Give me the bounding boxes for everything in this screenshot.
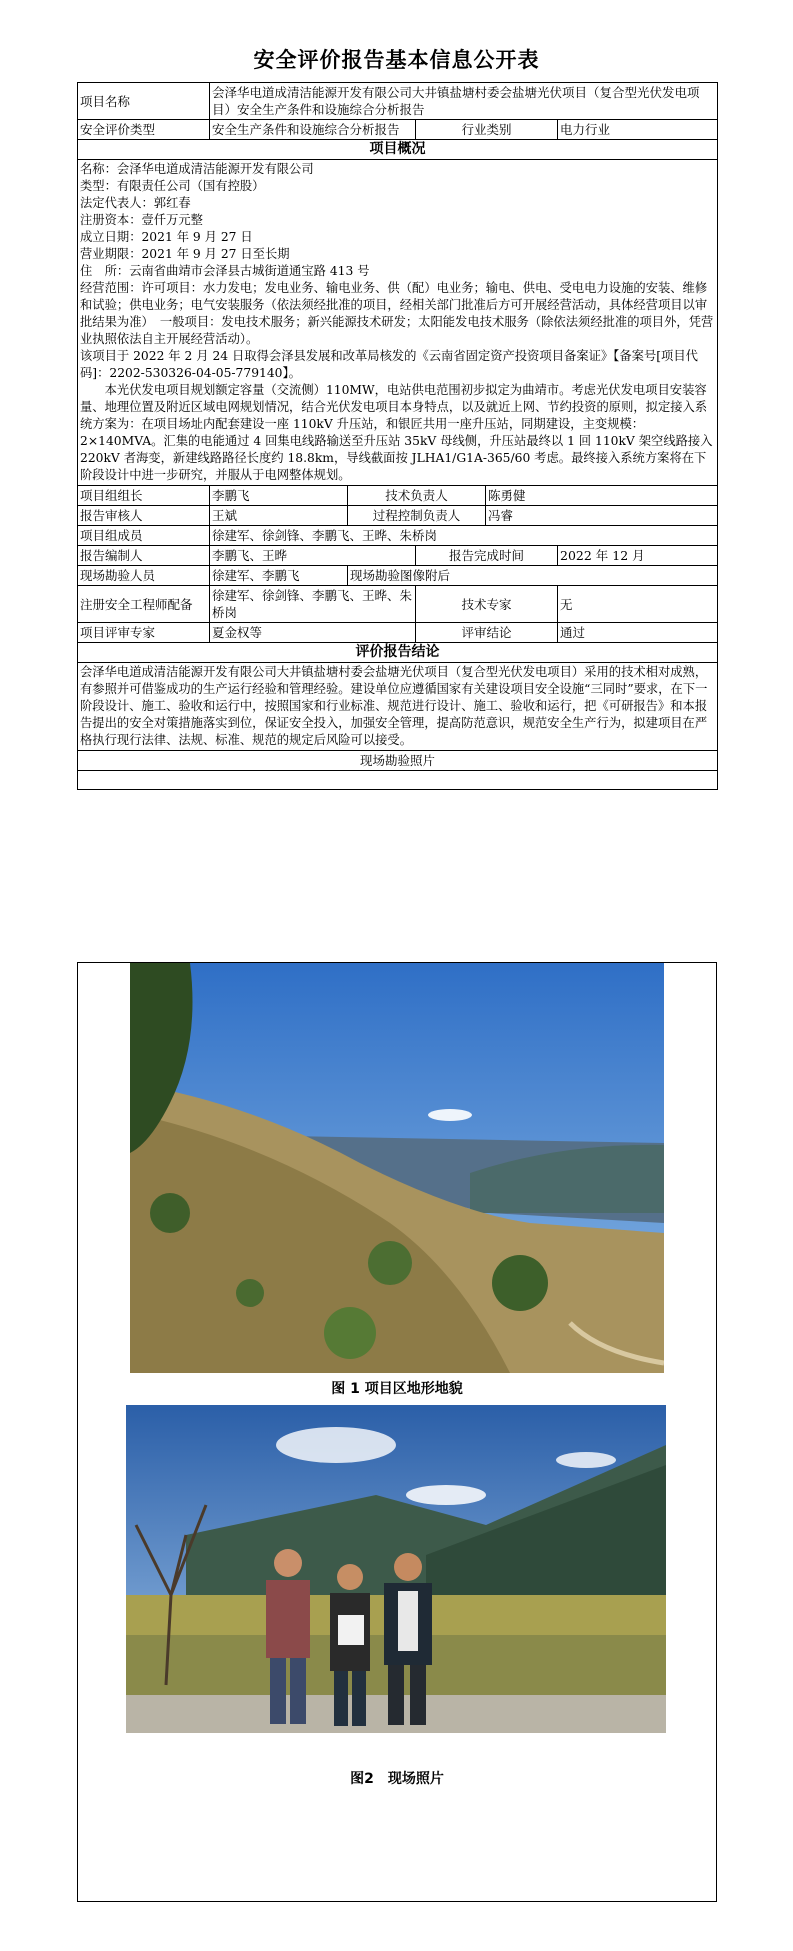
authors-value: 李鹏飞、王晔 <box>210 546 416 566</box>
row-eval-type <box>78 120 718 140</box>
overview-line: 该项目于 2022 年 2 月 24 日取得会泽县发展和改革局核发的《云南省固定资产投资项目备案证》【备案号[项目代码]：2202-530326-04-05-779140】。 <box>80 349 698 380</box>
photo-box <box>77 962 717 1902</box>
industry-value: 电力行业 <box>558 120 718 140</box>
row-blank <box>78 771 718 790</box>
row-overview <box>78 160 718 486</box>
photo1-caption: 图 1 项目区地形地貌 <box>331 1381 463 1397</box>
row-conclusion-header <box>78 643 718 663</box>
process-lead-value: 冯睿 <box>486 506 718 526</box>
overview-line: 成立日期：2021 年 9 月 27 日 <box>80 230 253 244</box>
terrain-photo <box>130 963 664 1373</box>
overview-line: 法定代表人：郭红春 <box>80 196 191 210</box>
overview-line: 住 所：云南省曲靖市会泽县古城街道通宝路 413 号 <box>80 264 370 278</box>
row-reviewer <box>78 506 718 526</box>
process-lead-label: 过程控制负责人 <box>348 506 486 526</box>
row-conclusion <box>78 663 718 751</box>
row-leader <box>78 486 718 506</box>
leader-value: 李鹏飞 <box>210 486 348 506</box>
overview-line: 类型：有限责任公司（国有控股） <box>80 179 265 193</box>
review-expert-value: 夏金权等 <box>210 623 416 643</box>
survey-label: 现场勘验人员 <box>78 566 210 586</box>
engineers-value: 徐建军、徐剑锋、李鹏飞、王晔、朱桥岗 <box>210 586 416 623</box>
eval-type-value: 安全生产条件和设施综合分析报告 <box>210 120 416 140</box>
overview-paragraph: 本光伏发电项目规划额定容量（交流侧）110MW，电站供电范围初步拟定为曲靖市。考虑光伏发电项目安装容量、地理位置及附近区域电网规划情况，结合光伏发电项目本身特点，以及就近上网、节约投资的原则，拟定接入系统方案为：在项目场址内配套建设一座 110kV 升压站，和银匠共用一座升压站，同期建设，主变规模：2×140MVA。汇集的电能通过 4 回集电线路输送至升压站 35kV 母线侧，升压站最终以 1 回 110kV 架空线路接入 220kV 者海变，新建线路路径长度约 18.8km，导线截面按 JLHA1/G1A-365/60 考虑。最终接入系统方案将在下阶段设计中进一步研究，并服从于电网整体规划。 <box>80 383 713 482</box>
page-title: 安全评价报告基本信息公开表 <box>253 48 540 72</box>
row-members <box>78 526 718 546</box>
finish-value: 2022 年 12 月 <box>558 546 718 566</box>
tech-lead-label: 技术负责人 <box>348 486 486 506</box>
members-label: 项目组成员 <box>78 526 210 546</box>
photos-header: 现场勘验照片 <box>78 751 718 771</box>
industry-label: 行业类别 <box>416 120 558 140</box>
blank-cell <box>78 771 718 790</box>
overview-line: 注册资本：壹仟万元整 <box>80 213 203 227</box>
survey-note: 现场勘验图像附后 <box>348 566 718 586</box>
members-value: 徐建军、徐剑锋、李鹏飞、王晔、朱桥岗 <box>210 526 718 546</box>
conclusion-text: 会泽华电道成清洁能源开发有限公司大井镇盐塘村委会盐塘光伏项目（复合型光伏发电项目）采用的技术相对成熟，有参照并可借鉴成功的生产运行经验和管理经验。建设单位应遵循国家有关建设项目安全设施“三同时”要求，在下一阶段设计、施工、验收和运行中，按照国家和行业标准、规范进行设计、施工、验收和运行，把《可研报告》和本报告提出的安全对策措施落实到位，保证安全投入，加强安全管理，提高防范意识，规范安全生产行为，拟建项目在严格执行现行法律、法规、标准、规范的规定后风险可以接受。 <box>78 663 718 751</box>
review-expert-label: 项目评审专家 <box>78 623 210 643</box>
leader-label: 项目组组长 <box>78 486 210 506</box>
survey-value: 徐建军、李鹏飞 <box>210 566 348 586</box>
row-photos-header <box>78 751 718 771</box>
photo2-caption: 图2 现场照片 <box>350 1771 444 1787</box>
overview-line: 营业期限：2021 年 9 月 27 日至长期 <box>80 247 290 261</box>
conclusion-header: 评价报告结论 <box>78 643 718 663</box>
overview-line: 经营范围：许可项目：水力发电；发电业务、输电业务、供（配）电业务；输电、供电、受电电力设施的安装、维修和试验；供电业务；电气安装服务（依法须经批准的项目，经相关部门批准后方可开展经营活动，具体经营项目以审批结果为准） 一般项目：发电技术服务；新兴能源技术研发；太阳能发电技术服务（除依法须经批准的项目外，凭营业执照依法自主开展经营活动）。 <box>80 281 714 346</box>
site-photo <box>126 1405 666 1733</box>
row-authors <box>78 546 718 566</box>
row-project-name <box>78 83 718 120</box>
row-engineers <box>78 586 718 623</box>
eval-type-label: 安全评价类型 <box>78 120 210 140</box>
finish-label: 报告完成时间 <box>416 546 558 566</box>
review-result-label: 评审结论 <box>416 623 558 643</box>
info-table <box>77 82 718 790</box>
engineers-label: 注册安全工程师配备 <box>78 586 210 623</box>
expert-label: 技术专家 <box>416 586 558 623</box>
project-name-label: 项目名称 <box>78 83 210 120</box>
expert-value: 无 <box>558 586 718 623</box>
row-review-expert <box>78 623 718 643</box>
reviewer-value: 王斌 <box>210 506 348 526</box>
project-name-value: 会泽华电道成清洁能源开发有限公司大井镇盐塘村委会盐塘光伏项目（复合型光伏发电项目）安全生产条件和设施综合分析报告 <box>210 83 718 120</box>
overview-text <box>78 160 718 486</box>
overview-header: 项目概况 <box>78 140 718 160</box>
review-result-value: 通过 <box>558 623 718 643</box>
reviewer-label: 报告审核人 <box>78 506 210 526</box>
authors-label: 报告编制人 <box>78 546 210 566</box>
overview-line: 名称：会泽华电道成清洁能源开发有限公司 <box>80 162 314 176</box>
tech-lead-value: 陈勇健 <box>486 486 718 506</box>
row-survey <box>78 566 718 586</box>
row-overview-header <box>78 140 718 160</box>
